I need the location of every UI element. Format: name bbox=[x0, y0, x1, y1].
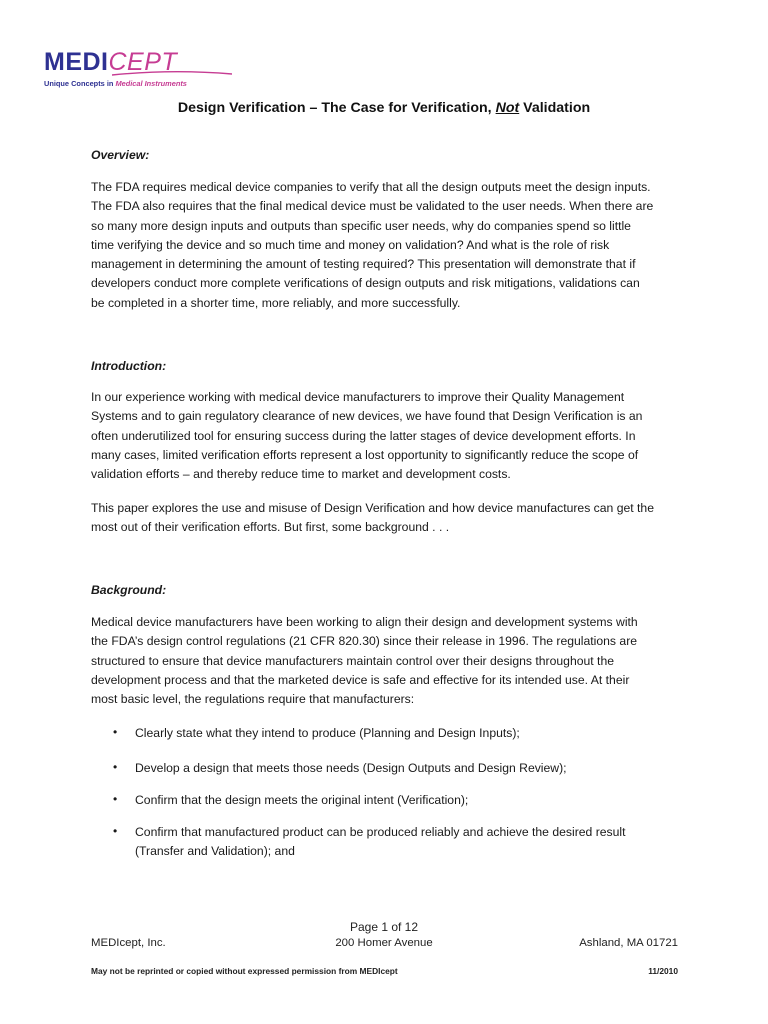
title-part-2: Validation bbox=[519, 100, 591, 116]
overview-line: developers conduct more complete verifications of design outputs and risk mitigations, validations can bbox=[91, 276, 640, 291]
introduction-line: Systems and to gain regulatory clearance of new devices, we have found that Design Verification is an bbox=[91, 409, 643, 424]
logo-word-cept: CEPT bbox=[108, 48, 178, 76]
background-line: structured to ensure that device manufacturers maintain control over their designs throughout the bbox=[91, 653, 614, 668]
overview-line: The FDA also requires that the final medical device must be validated to the user needs. When there are bbox=[91, 199, 654, 214]
introduction-line: most out of their verification efforts. But first, some background . . . bbox=[91, 520, 450, 535]
footer-city: Ashland, MA 01721 bbox=[579, 937, 678, 949]
introduction-line: often underutilized tool for ensuring success during the latter stages of device development efforts. In bbox=[91, 428, 636, 443]
introduction-line: many cases, limited verification efforts represent a lost opportunity to significantly reduce the scope of bbox=[91, 447, 639, 462]
introduction-line: validation efforts – and thereby reduce time to market and development costs. bbox=[91, 467, 511, 482]
title-part-1: Design Verification – The Case for Verification, bbox=[177, 100, 496, 116]
introduction-line: In our experience working with medical device manufacturers to improve their Quality Management bbox=[91, 390, 625, 404]
background-paragraph bbox=[91, 613, 683, 709]
logo-tagline-a: Unique Concepts in bbox=[44, 79, 116, 88]
overview-heading: Overview: bbox=[91, 148, 150, 162]
logo-tagline bbox=[44, 79, 244, 88]
introduction-line: This paper explores the use and misuse of Design Verification and how device manufactures can get the bbox=[91, 501, 654, 515]
introduction-paragraph-1 bbox=[91, 388, 683, 484]
background-line: most basic level, the regulations require that manufacturers: bbox=[91, 692, 415, 707]
bullet-marker: • bbox=[113, 792, 118, 806]
footer-company: MEDIcept, Inc. bbox=[91, 937, 166, 949]
bullet-marker: • bbox=[113, 760, 118, 774]
bullet-marker: • bbox=[113, 824, 118, 838]
footer-date: 11/2010 bbox=[648, 966, 678, 976]
logo-word-medi: MEDI bbox=[44, 48, 109, 76]
background-line: Medical device manufacturers have been working to align their design and development systems with bbox=[91, 615, 638, 629]
introduction-heading: Introduction: bbox=[91, 359, 167, 373]
overview-line: management in determining the amount of testing required? This presentation will demonstrate that if bbox=[91, 257, 636, 272]
bullet-text: Develop a design that meets those needs (Design Outputs and Design Review); bbox=[135, 761, 567, 775]
company-logo bbox=[44, 50, 244, 90]
document-title bbox=[0, 100, 768, 116]
footer-address: 200 Homer Avenue bbox=[335, 937, 433, 949]
overview-paragraph bbox=[91, 178, 683, 313]
overview-line: The FDA requires medical device companies to verify that all the design outputs meet the design inputs. bbox=[91, 180, 651, 194]
bullet-text-line: (Transfer and Validation); and bbox=[135, 844, 295, 858]
page-number: Page 1 of 12 bbox=[349, 920, 419, 934]
bullet-text-line: Confirm that manufactured product can be produced reliably and achieve the desired result bbox=[135, 825, 626, 839]
introduction-paragraph-2 bbox=[91, 499, 683, 538]
logo-tagline-b: Medical Instruments bbox=[115, 79, 187, 88]
bullet-text bbox=[135, 823, 665, 861]
overview-line: so many more design inputs and outputs than specific user needs, why do companies spend so little bbox=[91, 218, 631, 233]
background-line: the FDA’s design control regulations (21 CFR 820.30) since their release in 1996. The regulations are bbox=[91, 634, 638, 649]
overview-line: be completed in a shorter time, more reliably, and more successfully. bbox=[91, 295, 461, 310]
bullet-marker: • bbox=[113, 725, 118, 739]
bullet-text: Clearly state what they intend to produce (Planning and Design Inputs); bbox=[135, 726, 520, 740]
logo-swoosh bbox=[112, 71, 232, 77]
overview-line: time verifying the device and so much time and money on validation? And what is the role of risk bbox=[91, 237, 610, 252]
background-heading: Background: bbox=[91, 583, 167, 597]
bullet-text: Confirm that the design meets the original intent (Verification); bbox=[135, 793, 469, 807]
background-line: development process and that the marketed device is safe and effective for its intended use. At their bbox=[91, 672, 630, 687]
title-emphasis: Not bbox=[495, 100, 520, 116]
footer-copyright-notice: May not be reprinted or copied without expressed permission from MEDIcept bbox=[91, 966, 398, 976]
